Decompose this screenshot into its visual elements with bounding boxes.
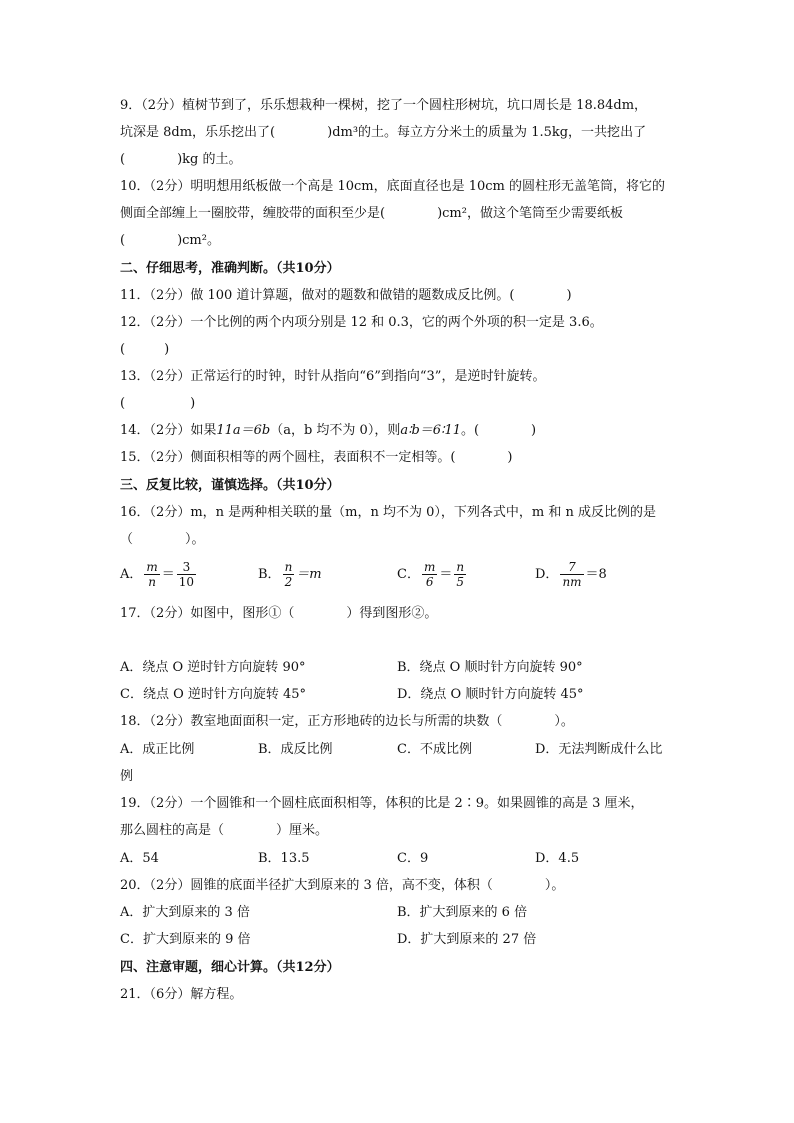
q18-option-d: D．无法判断成什么比 bbox=[535, 742, 663, 757]
q20-option-d: D．扩大到原来的 27 倍 bbox=[397, 932, 537, 947]
q17-option-c: C．绕点 O 逆时针方向旋转 45° bbox=[120, 687, 307, 702]
option-label: C． bbox=[397, 566, 420, 582]
equation-rhs: ＝m bbox=[296, 566, 322, 582]
q17-option-d: D．绕点 O 顺时针方向旋转 45° bbox=[397, 687, 584, 702]
q19-line2: 那么圆柱的高是（ ）厘米。 bbox=[120, 823, 329, 838]
q20-option-c: C．扩大到原来的 9 倍 bbox=[120, 932, 251, 947]
fraction-numerator: 7 bbox=[560, 560, 583, 575]
q20-option-b: B．扩大到原来的 6 倍 bbox=[397, 905, 528, 920]
q19-line1: 19．（2分）一个圆锥和一个圆柱底面积相等，体积的比是 2∶9。如果圆锥的高是 3 厘米， bbox=[120, 796, 644, 811]
q9-line1: 9．（2分）植树节到了，乐乐想栽种一棵树，挖了一个圆柱形树坑，坑口周长是 18.84dm， bbox=[120, 98, 648, 113]
q14-suffix: 。( ) bbox=[460, 423, 537, 438]
q16-option-d bbox=[535, 560, 607, 589]
q18-option-a: A．成正比例 bbox=[120, 742, 195, 757]
q18-option-b: B．成反比例 bbox=[258, 742, 333, 757]
q9-line3: ( )kg 的土。 bbox=[120, 152, 242, 167]
q20-option-a: A．扩大到原来的 3 倍 bbox=[120, 905, 250, 920]
fraction-denominator: 6 bbox=[425, 575, 434, 589]
fraction-denominator: 5 bbox=[456, 575, 465, 589]
option-label: D． bbox=[535, 566, 559, 582]
q14 bbox=[120, 421, 536, 441]
section-2-heading: 二、仔细思考，准确判断。（共10分） bbox=[120, 261, 340, 276]
q15: 15．（2分）侧面积相等的两个圆柱，表面积不一定相等。( ) bbox=[120, 450, 513, 465]
q16-option-a bbox=[120, 560, 198, 589]
q16-option-c bbox=[397, 560, 468, 589]
q16-option-b bbox=[258, 560, 322, 589]
q14-prefix: 14．（2分）如果 bbox=[120, 423, 217, 438]
option-label: B． bbox=[258, 566, 281, 582]
fraction-numerator: m bbox=[423, 560, 436, 574]
fraction-numerator: n bbox=[456, 560, 465, 574]
q10-line3: ( )cm²。 bbox=[120, 233, 220, 248]
q16-line1: 16．（2分）m，n 是两种相关联的量（m，n 均不为 0），下列各式中，m 和 n 成反比例的是 bbox=[120, 505, 656, 520]
equals-sign: ＝ bbox=[439, 566, 453, 582]
q14-equation: 11a＝6b bbox=[216, 423, 271, 438]
q11: 11．（2分）做 100 道计算题，做对的题数和做错的题数成反比例。( ) bbox=[120, 288, 572, 303]
q16-line2: （ ）。 bbox=[120, 532, 205, 547]
q19-option-c: C．9 bbox=[397, 851, 429, 866]
q21: 21．（6分）解方程。 bbox=[120, 987, 243, 1002]
q9-line2: 坑深是 8dm，乐乐挖出了( )dm³的土。每立方分米土的质量为 1.5kg，一共挖出了 bbox=[120, 125, 647, 140]
fraction-denominator: 2 bbox=[284, 575, 293, 589]
q10-line2: 侧面全部缠上一圈胶带，缠胶带的面积至少是( )cm²，做这个笔筒至少需要纸板 bbox=[120, 206, 623, 221]
fraction-denominator: n bbox=[148, 575, 156, 589]
q17-option-b: B．绕点 O 顺时针方向旋转 90° bbox=[397, 660, 583, 675]
fraction-numerator: n bbox=[284, 560, 293, 574]
fraction-denominator: nm bbox=[562, 575, 582, 589]
q18-option-c: C．不成比例 bbox=[397, 742, 472, 757]
equation-rhs: ＝8 bbox=[585, 566, 607, 582]
q13-line1: 13．（2分）正常运行的时钟，时针从指向“6”到指向“3”，是逆时针旋转。 bbox=[120, 369, 546, 384]
option-label: A． bbox=[120, 566, 143, 582]
q14-middle: （a，b 均不为 0），则 bbox=[270, 423, 401, 438]
fraction-numerator: m bbox=[146, 560, 158, 574]
q20-stem: 20．（2分）圆锥的底面半径扩大到原来的 3 倍，高不变，体积（ ）。 bbox=[120, 878, 565, 893]
q12-line1: 12．（2分）一个比例的两个内项分别是 12 和 0.3，它的两个外项的积一定是 3.6。 bbox=[120, 315, 603, 330]
q18-stem: 18．（2分）教室地面面积一定，正方形地砖的边长与所需的块数（ ）。 bbox=[120, 714, 574, 729]
fraction-denominator: 10 bbox=[178, 575, 195, 589]
q19-option-d: D．4.5 bbox=[535, 851, 580, 866]
q17-stem: 17．（2分）如图中，图形①（ ）得到图形②。 bbox=[120, 606, 438, 621]
equals-sign: ＝ bbox=[161, 566, 175, 582]
q18-option-d-continued: 例 bbox=[120, 769, 134, 784]
section-4-heading: 四、注意审题，细心计算。（共12分） bbox=[120, 960, 340, 975]
fraction-numerator: 3 bbox=[177, 560, 196, 575]
q12-line2: ( ) bbox=[120, 342, 170, 357]
section-3-heading: 三、反复比较，谨慎选择。（共10分） bbox=[120, 478, 340, 493]
q19-option-a: A．54 bbox=[120, 851, 159, 866]
q17-option-a: A．绕点 O 逆时针方向旋转 90° bbox=[120, 660, 306, 675]
q10-line1: 10．（2分）明明想用纸板做一个高是 10cm，底面直径也是 10cm 的圆柱形无盖笔筒，将它的 bbox=[120, 179, 666, 194]
q14-ratio: a∶b＝6∶11 bbox=[400, 423, 461, 438]
q13-line2: ( ) bbox=[120, 396, 196, 411]
q19-option-b: B．13.5 bbox=[258, 851, 310, 866]
